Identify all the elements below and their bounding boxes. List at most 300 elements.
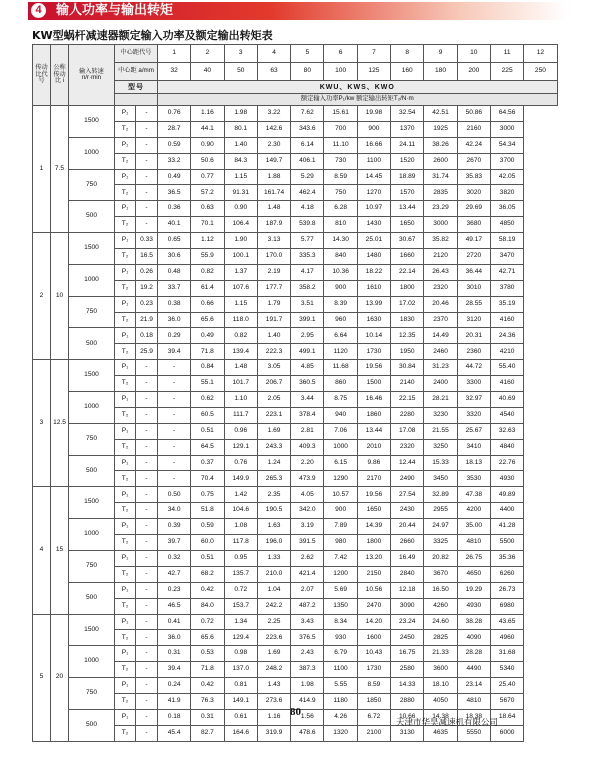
torque-value: 2120 xyxy=(424,249,457,265)
torque-value: 421.4 xyxy=(291,566,324,582)
power-value: 0.76 xyxy=(224,455,257,471)
power-value: - xyxy=(136,550,158,566)
power-value: 0.84 xyxy=(191,360,224,376)
power-value: 14.45 xyxy=(357,169,390,185)
power-value: 0.53 xyxy=(191,646,224,662)
torque-value: 409.3 xyxy=(291,439,324,455)
power-value: 1.69 xyxy=(257,423,290,439)
torque-value: - xyxy=(136,662,158,678)
torque-value: - xyxy=(136,185,158,201)
center-distance-cell: 32 xyxy=(158,63,191,81)
center-distance-cell: 225 xyxy=(490,63,523,81)
torque-value: 57.2 xyxy=(191,185,224,201)
center-code-cell: 11 xyxy=(490,45,523,63)
power-row xyxy=(33,296,558,312)
center-code-cell: 10 xyxy=(457,45,490,63)
power-value: 35.00 xyxy=(457,519,490,535)
torque-value: 70.1 xyxy=(191,217,224,233)
torque-value: 2470 xyxy=(357,598,390,614)
power-value: 7.06 xyxy=(324,423,357,439)
power-value: - xyxy=(136,519,158,535)
company-name: 天津市华昊减速机有限公司 xyxy=(396,718,499,728)
torque-value: 406.1 xyxy=(291,153,324,169)
torque-value: 462.4 xyxy=(291,185,324,201)
power-symbol: P₁ xyxy=(115,392,136,408)
power-value: 1.24 xyxy=(257,455,290,471)
center-code-label: 中心距代号 xyxy=(115,45,158,63)
torque-value: 1730 xyxy=(357,662,390,678)
torque-value: 137.0 xyxy=(224,662,257,678)
power-value: 1.08 xyxy=(224,519,257,535)
power-value: 18.64 xyxy=(490,709,523,725)
power-value: 49.17 xyxy=(457,233,490,249)
torque-symbol: T₂ xyxy=(115,185,136,201)
torque-value: 68.2 xyxy=(191,566,224,582)
torque-value: 161.74 xyxy=(257,185,290,201)
torque-value: 101.7 xyxy=(224,376,257,392)
torque-value: 100.1 xyxy=(224,249,257,265)
power-value: 2.81 xyxy=(291,423,324,439)
torque-value: - xyxy=(136,503,158,519)
power-value: 0.18 xyxy=(136,328,158,344)
torque-value: 55.1 xyxy=(191,376,224,392)
power-symbol: P₁ xyxy=(115,233,136,249)
power-value: 10.66 xyxy=(391,709,424,725)
power-value: 41.28 xyxy=(490,519,523,535)
torque-value: 50.6 xyxy=(191,153,224,169)
torque-value: 210.0 xyxy=(257,566,290,582)
power-row xyxy=(33,169,558,185)
torque-value: 39.4 xyxy=(158,662,191,678)
torque-value: 2280 xyxy=(391,407,424,423)
power-value: 25.67 xyxy=(457,423,490,439)
torque-value: 5550 xyxy=(457,725,490,741)
power-value: 32.54 xyxy=(391,106,424,122)
torque-value: - xyxy=(136,630,158,646)
torque-value: - xyxy=(158,439,191,455)
power-value: 0.76 xyxy=(158,106,191,122)
power-value: 13.44 xyxy=(357,423,390,439)
torque-value: 41.9 xyxy=(158,693,191,709)
torque-symbol: T₂ xyxy=(115,249,136,265)
power-value: - xyxy=(136,106,158,122)
power-symbol: P₁ xyxy=(115,678,136,694)
power-value: 16.46 xyxy=(357,392,390,408)
input-speed-cell: 750 xyxy=(69,296,115,328)
power-symbol: P₁ xyxy=(115,550,136,566)
torque-value: 19.2 xyxy=(136,280,158,296)
torque-value: 399.1 xyxy=(291,312,324,328)
power-value: 35.19 xyxy=(490,296,523,312)
power-value: 26.43 xyxy=(424,264,457,280)
power-value: 13.44 xyxy=(391,201,424,217)
power-value: - xyxy=(136,614,158,630)
torque-value: 5340 xyxy=(490,662,523,678)
torque-value: 1610 xyxy=(357,280,390,296)
power-value: 6.28 xyxy=(324,201,357,217)
torque-value: 149.1 xyxy=(224,693,257,709)
torque-value: 170.0 xyxy=(257,249,290,265)
torque-value: 2840 xyxy=(391,566,424,582)
torque-value: 1350 xyxy=(324,598,357,614)
torque-value: 960 xyxy=(324,312,357,328)
torque-value: 376.5 xyxy=(291,630,324,646)
power-value: 35.36 xyxy=(490,550,523,566)
power-symbol: P₁ xyxy=(115,137,136,153)
torque-value: 60.0 xyxy=(191,535,224,551)
power-value: 20.31 xyxy=(457,328,490,344)
torque-value: 60.5 xyxy=(191,407,224,423)
power-value: 0.51 xyxy=(191,423,224,439)
torque-value: 46.5 xyxy=(158,598,191,614)
power-value: 14.38 xyxy=(424,709,457,725)
torque-symbol: T₂ xyxy=(115,217,136,233)
input-speed-cell: 1500 xyxy=(69,487,115,519)
power-value: 0.29 xyxy=(158,328,191,344)
ratio-code-cell: 3 xyxy=(33,360,51,487)
torque-value: 80.1 xyxy=(224,121,257,137)
power-value: 4.85 xyxy=(291,360,324,376)
torque-value: 2460 xyxy=(424,344,457,360)
ratio-code-cell: 2 xyxy=(33,233,51,360)
torque-value: 187.9 xyxy=(257,217,290,233)
torque-value: 149.9 xyxy=(224,471,257,487)
power-value: 2.95 xyxy=(291,328,324,344)
torque-value: 61.4 xyxy=(191,280,224,296)
input-speed-cell: 750 xyxy=(69,169,115,201)
torque-value: 222.3 xyxy=(257,344,290,360)
power-value: 0.61 xyxy=(224,709,257,725)
torque-value: 2150 xyxy=(357,566,390,582)
power-value: 3.44 xyxy=(291,392,324,408)
torque-value: 343.6 xyxy=(291,121,324,137)
power-value: 0.32 xyxy=(158,550,191,566)
torque-value: 71.8 xyxy=(191,344,224,360)
input-speed-header: 输入转速 n/r·min xyxy=(69,45,115,106)
torque-value: - xyxy=(136,376,158,392)
power-value: 35.82 xyxy=(424,233,457,249)
torque-value: 1180 xyxy=(324,693,357,709)
power-value: 4.05 xyxy=(291,487,324,503)
torque-value: 84.3 xyxy=(224,153,257,169)
torque-value: 1800 xyxy=(391,280,424,296)
power-value: - xyxy=(136,646,158,662)
torque-value: 191.7 xyxy=(257,312,290,328)
torque-symbol: T₂ xyxy=(115,598,136,614)
ratio-code-cell: 1 xyxy=(33,106,51,233)
torque-value: 34.0 xyxy=(158,503,191,519)
power-value: 8.59 xyxy=(324,169,357,185)
power-value: 0.77 xyxy=(191,169,224,185)
torque-value: 4210 xyxy=(490,344,523,360)
torque-value: 6260 xyxy=(490,566,523,582)
power-value: 24.97 xyxy=(424,519,457,535)
center-code-cell: 5 xyxy=(291,45,324,63)
power-value: - xyxy=(158,423,191,439)
nominal-ratio-header: 公称传动比 i xyxy=(51,45,69,106)
torque-value: 860 xyxy=(324,376,357,392)
torque-value: 153.7 xyxy=(224,598,257,614)
torque-value: 2320 xyxy=(391,439,424,455)
power-value: 16.49 xyxy=(391,550,424,566)
power-symbol: P₁ xyxy=(115,487,136,503)
torque-value: 2955 xyxy=(424,503,457,519)
power-value: 0.90 xyxy=(224,201,257,217)
torque-value: 1570 xyxy=(391,185,424,201)
power-value: 42.71 xyxy=(490,264,523,280)
power-symbol: P₁ xyxy=(115,582,136,598)
power-value: 0.31 xyxy=(191,709,224,725)
torque-symbol: T₂ xyxy=(115,376,136,392)
power-value: 0.59 xyxy=(158,137,191,153)
torque-value: 164.6 xyxy=(224,725,257,741)
power-value: 1.98 xyxy=(291,678,324,694)
rated-caption: 额定输入功率P₁/kw 额定输出转矩T₂/N·m xyxy=(158,94,558,106)
power-value: - xyxy=(136,423,158,439)
torque-value: 2430 xyxy=(391,503,424,519)
torque-value: 4160 xyxy=(490,312,523,328)
torque-value: 1370 xyxy=(391,121,424,137)
torque-value: 3780 xyxy=(490,280,523,296)
power-value: 49.89 xyxy=(490,487,523,503)
power-value: 2.19 xyxy=(257,264,290,280)
power-value: - xyxy=(136,137,158,153)
torque-value: 30.6 xyxy=(158,249,191,265)
torque-value: 4490 xyxy=(457,662,490,678)
torque-value: 142.6 xyxy=(257,121,290,137)
model-label: 型号 xyxy=(115,81,158,94)
torque-value: 391.5 xyxy=(291,535,324,551)
torque-value: 499.1 xyxy=(291,344,324,360)
torque-symbol: T₂ xyxy=(115,662,136,678)
power-symbol: P₁ xyxy=(115,264,136,280)
power-value: 30.84 xyxy=(391,360,424,376)
power-value: 3.13 xyxy=(257,233,290,249)
torque-value: 810 xyxy=(324,217,357,233)
power-value: 8.34 xyxy=(324,614,357,630)
power-value: 64.56 xyxy=(490,106,523,122)
section-number-badge: 4 xyxy=(31,3,46,18)
nominal-ratio-cell: 7.5 xyxy=(51,106,69,233)
power-value: 10.57 xyxy=(324,487,357,503)
torque-value: 5670 xyxy=(490,693,523,709)
power-value: 20.82 xyxy=(424,550,457,566)
center-distance-cell: 200 xyxy=(457,63,490,81)
power-value: 6.14 xyxy=(291,137,324,153)
power-value: 26.73 xyxy=(490,582,523,598)
torque-value: 39.4 xyxy=(158,344,191,360)
torque-value: 342.0 xyxy=(291,503,324,519)
torque-value: 1100 xyxy=(324,662,357,678)
torque-value: - xyxy=(136,535,158,551)
torque-value: 3450 xyxy=(424,471,457,487)
power-symbol: P₁ xyxy=(115,201,136,217)
power-value: 0.23 xyxy=(158,582,191,598)
power-value: 3.05 xyxy=(257,360,290,376)
power-value: 0.42 xyxy=(191,678,224,694)
power-value: 0.49 xyxy=(191,328,224,344)
torque-value: 730 xyxy=(324,153,357,169)
power-symbol: P₁ xyxy=(115,519,136,535)
torque-value: 3130 xyxy=(391,725,424,741)
torque-value: 4540 xyxy=(490,407,523,423)
power-row xyxy=(33,106,558,122)
torque-symbol: T₂ xyxy=(115,439,136,455)
power-symbol: P₁ xyxy=(115,296,136,312)
torque-value: 82.7 xyxy=(191,725,224,741)
power-value: 2.20 xyxy=(291,455,324,471)
power-row xyxy=(33,264,558,280)
page-number: 80 xyxy=(290,706,301,718)
torque-value: - xyxy=(158,471,191,487)
nominal-ratio-cell: 12.5 xyxy=(51,360,69,487)
torque-value: 2320 xyxy=(424,280,457,296)
power-row xyxy=(33,328,558,344)
torque-value: 129.1 xyxy=(224,439,257,455)
power-value: 6.79 xyxy=(324,646,357,662)
torque-value: 3820 xyxy=(490,185,523,201)
torque-value: 2010 xyxy=(357,439,390,455)
input-speed-cell: 500 xyxy=(69,455,115,487)
torque-value: 940 xyxy=(324,407,357,423)
power-value: 0.82 xyxy=(191,264,224,280)
power-value: 10.56 xyxy=(357,582,390,598)
power-value: 31.74 xyxy=(424,169,457,185)
torque-value: 2600 xyxy=(424,153,457,169)
torque-value: 6980 xyxy=(490,598,523,614)
torque-value: - xyxy=(136,471,158,487)
power-value: 21.33 xyxy=(424,646,457,662)
power-value: 25.01 xyxy=(357,233,390,249)
rated-power-torque-table xyxy=(32,44,558,742)
torque-symbol: T₂ xyxy=(115,153,136,169)
power-value: 35.83 xyxy=(457,169,490,185)
power-value: 22.76 xyxy=(490,455,523,471)
power-value: 54.34 xyxy=(490,137,523,153)
torque-value: 1925 xyxy=(424,121,457,137)
torque-value: 1860 xyxy=(357,407,390,423)
torque-value: 1430 xyxy=(357,217,390,233)
power-value: 4.18 xyxy=(291,201,324,217)
power-value: 18.22 xyxy=(357,264,390,280)
power-value: 4.26 xyxy=(324,709,357,725)
power-value: 0.23 xyxy=(136,296,158,312)
torque-value: 106.4 xyxy=(224,217,257,233)
power-value: 3.51 xyxy=(291,296,324,312)
ratio-code-header: 传动比代号 xyxy=(33,45,51,106)
power-value: 32.63 xyxy=(490,423,523,439)
input-speed-cell: 1000 xyxy=(69,519,115,551)
torque-value: 3010 xyxy=(457,280,490,296)
center-distance-cell: 125 xyxy=(357,63,390,81)
power-value: 30.67 xyxy=(391,233,424,249)
power-value: 2.25 xyxy=(257,614,290,630)
power-value: 19.56 xyxy=(357,360,390,376)
input-speed-cell: 500 xyxy=(69,709,115,741)
power-row xyxy=(33,550,558,566)
section-header-bar xyxy=(28,2,568,20)
torque-value: 3000 xyxy=(424,217,457,233)
center-distance-cell: 250 xyxy=(524,63,557,81)
power-value: 36.44 xyxy=(457,264,490,280)
power-value: 0.72 xyxy=(224,582,257,598)
torque-value: 107.6 xyxy=(224,280,257,296)
power-value: 22.14 xyxy=(391,264,424,280)
power-value: 2.07 xyxy=(291,582,324,598)
center-distance-label: 中心距 a/mm xyxy=(115,63,158,81)
power-symbol: P₁ xyxy=(115,106,136,122)
torque-value: 1650 xyxy=(391,217,424,233)
power-value: 0.50 xyxy=(158,487,191,503)
power-value: 10.97 xyxy=(357,201,390,217)
power-symbol: P₁ xyxy=(115,646,136,662)
power-value: 18.89 xyxy=(391,169,424,185)
power-value: 14.33 xyxy=(391,678,424,694)
power-symbol: P₁ xyxy=(115,423,136,439)
torque-value: 360.5 xyxy=(291,376,324,392)
power-value: - xyxy=(136,455,158,471)
torque-value: 3325 xyxy=(424,535,457,551)
power-symbol: P₁ xyxy=(115,328,136,344)
torque-value: - xyxy=(136,217,158,233)
torque-value: 4930 xyxy=(457,598,490,614)
torque-symbol: T₂ xyxy=(115,725,136,741)
power-value: 7.62 xyxy=(291,106,324,122)
power-value: 42.05 xyxy=(490,169,523,185)
torque-value: 2825 xyxy=(424,630,457,646)
torque-value: 4840 xyxy=(490,439,523,455)
torque-value: 1270 xyxy=(357,185,390,201)
power-value: 2.35 xyxy=(257,487,290,503)
torque-value: 3670 xyxy=(424,566,457,582)
power-value: 5.77 xyxy=(291,233,324,249)
torque-value: 2170 xyxy=(357,471,390,487)
torque-symbol: T₂ xyxy=(115,566,136,582)
power-value: 0.63 xyxy=(191,201,224,217)
power-value: 19.56 xyxy=(357,487,390,503)
center-distance-cell: 40 xyxy=(191,63,224,81)
center-code-cell: 7 xyxy=(357,45,390,63)
torque-value: 1320 xyxy=(324,725,357,741)
torque-value: 2370 xyxy=(424,312,457,328)
torque-value: 1000 xyxy=(324,439,357,455)
torque-value: 1800 xyxy=(357,535,390,551)
power-value: 12.18 xyxy=(391,582,424,598)
power-value: 0.98 xyxy=(224,646,257,662)
torque-value: 1480 xyxy=(357,249,390,265)
torque-value: - xyxy=(136,725,158,741)
center-distance-cell: 50 xyxy=(224,63,257,81)
power-row xyxy=(33,487,558,503)
torque-value: 900 xyxy=(357,121,390,137)
power-value: 8.39 xyxy=(324,296,357,312)
center-code-cell: 12 xyxy=(524,45,557,63)
power-value: 28.28 xyxy=(457,646,490,662)
nominal-ratio-cell: 20 xyxy=(51,614,69,741)
power-value: 28.21 xyxy=(424,392,457,408)
power-value: 44.72 xyxy=(457,360,490,376)
torque-value: 21.9 xyxy=(136,312,158,328)
torque-value: - xyxy=(158,376,191,392)
power-value: 14.20 xyxy=(357,614,390,630)
torque-value: 1100 xyxy=(357,153,390,169)
power-value: 0.49 xyxy=(158,169,191,185)
power-value: 0.72 xyxy=(191,614,224,630)
power-value: 28.55 xyxy=(457,296,490,312)
torque-value: 76.3 xyxy=(191,693,224,709)
torque-symbol: T₂ xyxy=(115,312,136,328)
power-value: 1.16 xyxy=(257,709,290,725)
